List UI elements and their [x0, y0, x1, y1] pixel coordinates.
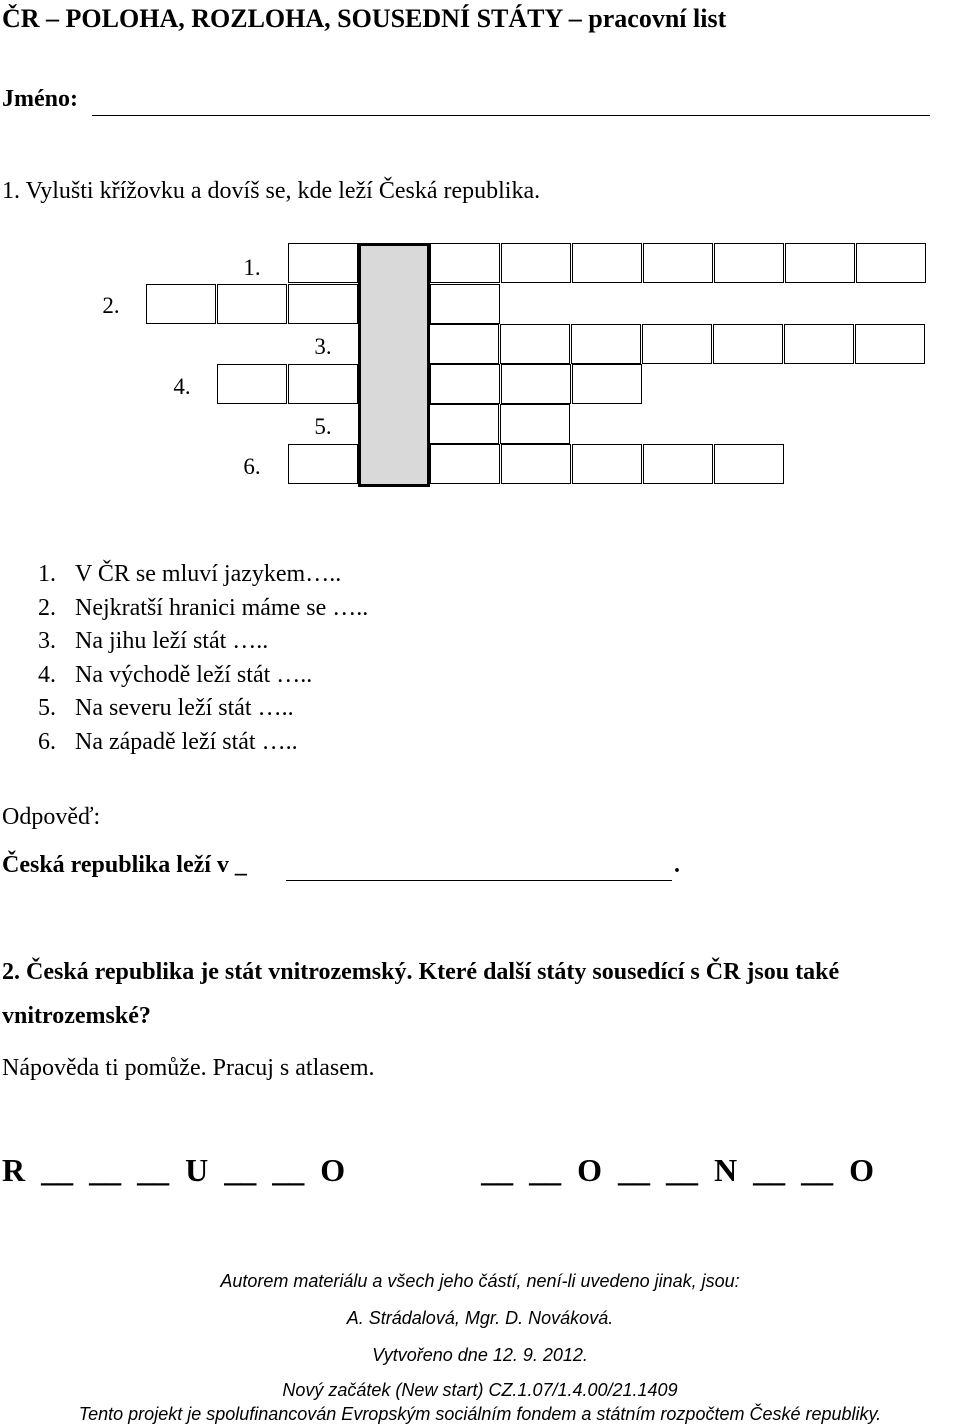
letter-puzzle[interactable]: R __ __ __ U __ __ O __ __ O __ __ N __ __ O: [2, 1152, 874, 1188]
row-number-1: 1.: [243, 255, 261, 280]
crossword-cell[interactable]: [430, 284, 500, 324]
row-number-2: 2.: [102, 293, 120, 318]
crossword-cell[interactable]: [714, 243, 784, 283]
crossword-cell[interactable]: [217, 284, 287, 324]
crossword-solution-column[interactable]: [358, 243, 430, 487]
task2-hint: Nápověda ti pomůže. Pracuj s atlasem.: [2, 1055, 375, 1081]
crossword-cell[interactable]: [430, 444, 500, 484]
crossword-cell[interactable]: [500, 324, 570, 364]
crossword-cell[interactable]: [785, 243, 855, 283]
crossword-cell[interactable]: [714, 444, 784, 484]
crossword-cell[interactable]: [643, 444, 713, 484]
row-number-3: 3.: [314, 334, 332, 359]
crossword-cell[interactable]: [288, 364, 358, 404]
crossword-cell[interactable]: [642, 324, 712, 364]
crossword-cell[interactable]: [500, 404, 570, 444]
crossword-cell[interactable]: [430, 243, 500, 283]
name-field-line[interactable]: [92, 115, 930, 116]
crossword-cell[interactable]: [288, 284, 358, 324]
clue-3: 3. Na jihu leží stát …..: [38, 628, 269, 654]
crossword-cell[interactable]: [288, 444, 358, 484]
crossword-cell[interactable]: [713, 324, 783, 364]
crossword-cell[interactable]: [572, 243, 642, 283]
answer-blank[interactable]: [286, 880, 672, 881]
crossword-cell[interactable]: [784, 324, 854, 364]
clue-6: 6. Na západě leží stát …..: [38, 728, 298, 755]
crossword-cell[interactable]: [429, 324, 499, 364]
row-number-6: 6.: [243, 454, 261, 479]
page-title: ČR – POLOHA, ROZLOHA, SOUSEDNÍ STÁTY – pracovní list: [2, 4, 727, 33]
task2-question: 2. Česká republika je stát vnitrozemský. Které další státy sousedící s ČR jsou také vnitrozemské?: [2, 959, 840, 1029]
crossword-cell[interactable]: [217, 364, 287, 404]
crossword-cell[interactable]: [430, 364, 500, 404]
footer-funding: Tento projekt je spolufinancován Evropským sociálním fondem a státním rozpočtem České republiky.: [78, 1404, 882, 1424]
name-label: Jméno:: [2, 86, 78, 112]
clue-4: 4. Na východě leží stát …..: [38, 661, 313, 688]
answer-period: .: [674, 852, 680, 878]
crossword-cell[interactable]: [501, 364, 571, 404]
crossword-cell[interactable]: [856, 243, 926, 283]
footer-author-line: Autorem materiálu a všech jeho částí, není-li uvedeno jinak, jsou:: [220, 1271, 740, 1291]
crossword-cell[interactable]: [146, 284, 216, 324]
clue-list: [38, 558, 368, 759]
crossword-cell[interactable]: [501, 243, 571, 283]
crossword-cell[interactable]: [501, 444, 571, 484]
crossword-cell[interactable]: [571, 324, 641, 364]
row-number-4: 4.: [173, 374, 191, 399]
crossword-cell[interactable]: [288, 243, 358, 283]
crossword-cell[interactable]: [572, 444, 642, 484]
crossword-cell[interactable]: [429, 404, 499, 444]
clue-2: 2. Nejkratší hranici máme se …..: [38, 594, 369, 621]
crossword-cell[interactable]: [643, 243, 713, 283]
crossword-cell[interactable]: [572, 364, 642, 404]
clue-5: 5. Na severu leží stát …..: [38, 695, 294, 721]
answer-heading: Odpověď:: [2, 804, 101, 830]
row-number-5: 5.: [314, 414, 332, 439]
crossword-cell[interactable]: [855, 324, 925, 364]
clue-1: 1. V ČR se mluví jazykem…..: [38, 561, 342, 587]
footer-project: Nový začátek (New start) CZ.1.07/1.4.00/21.1409: [282, 1380, 678, 1400]
footer-created: Vytvořeno dne 12. 9. 2012.: [372, 1345, 588, 1365]
task1-instruction: 1. Vylušti křížovku a dovíš se, kde leží Česká republika.: [2, 178, 541, 204]
answer-sentence: Česká republika leží v _: [2, 852, 247, 878]
footer-authors: A. Strádalová, Mgr. D. Nováková.: [346, 1308, 614, 1328]
